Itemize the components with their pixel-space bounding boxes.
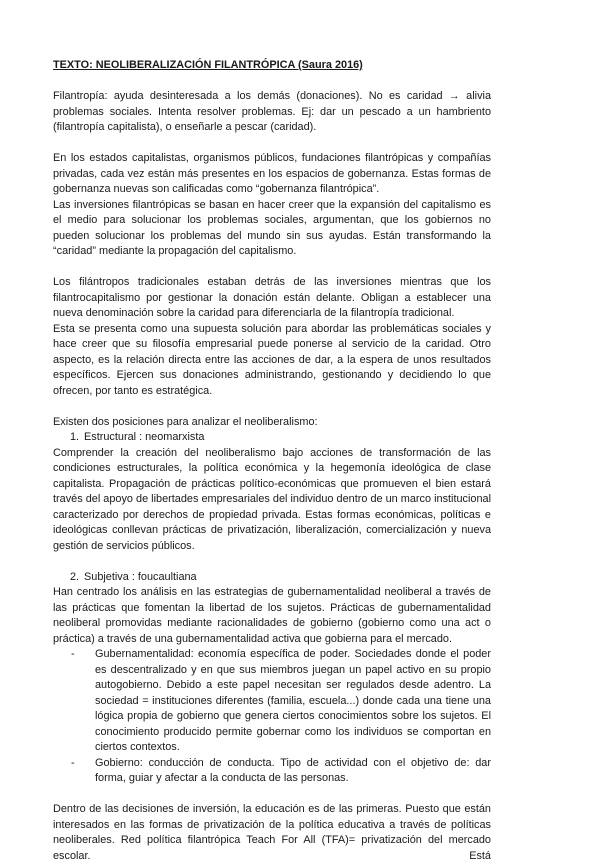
paragraph-posiciones: Existen dos posiciones para analizar el neoliberalismo: bbox=[53, 415, 318, 428]
list-item-subjetiva bbox=[53, 570, 491, 586]
list-item-label: Subjetiva : foucaultiana bbox=[84, 570, 197, 583]
paragraph-filantropos: Los filántropos tradicionales estaban detrás de las inversiones mientras que los filantrocapitalismo por gestionar la donación están delante. Obligan a establecer una nueva denominación sobre la caridad para diferenciarla de la filantropía tradicional. bbox=[53, 276, 491, 319]
bullet-text: Gobierno: conducción de conducta. Tipo de actividad con el objetivo de: dar forma, guiar y afectar a la conducta de las personas. bbox=[95, 756, 491, 784]
bullet-gubernamentalidad bbox=[53, 647, 491, 756]
list-number: 2. bbox=[70, 570, 80, 583]
paragraph-educacion: Dentro de las decisiones de inversión, la educación es de las primeras. Puesto que están interesados en las formas de privatización de la política educativa a través de políticas neoliberales. Red política filantrópica Teach For All (TFA)= privatización del mercado escolar. Está bbox=[53, 803, 491, 862]
paragraph-filantropia: Filantropía: ayuda desinteresada a los demás (donaciones). No es caridad → alivia problemas sociales. Intenta resolver problemas. Ej: dar un pescado a un hambriento (filantropía capitalista), o enseñarle a pescar (caridad). bbox=[53, 90, 491, 133]
paragraph-solucion: Esta se presenta como una supuesta solución para abordar las problemáticas sociales y hace creer que su filosofía empresarial puede ponerse al servicio de la caridad. Otro aspecto, es la relación directa entre las acciones de dar, a la espera de unos resultados específicos. Ejercen sus donaciones administrando, gestionando y decidiendo lo que ofrecen, por tanto es estratégica. bbox=[53, 322, 491, 397]
paragraph-subjetiva: Han centrado los análisis en las estrategias de gubernamentalidad neoliberal a través de las prácticas que fomentan la libertad de los sujetos. Prácticas de gubernamentalidad neoliberal promovidas mediante racionalidades de gobierno (gobierno como una act o práctica) a través de una gubernamentalidad activa que gobierna para el mercado. bbox=[53, 586, 491, 645]
paragraph-estados-capitalistas: En los estados capitalistas, organismos públicos, fundaciones filantrópicas y compañías privadas, cada vez están más presentes en los espacios de gobernanza. Estas formas de gobernanza nuevas son calificadas como “gobernanza filantrópica”. bbox=[53, 152, 491, 195]
list-item-estructural bbox=[53, 430, 491, 446]
paragraph-estructural: Comprender la creación del neoliberalismo bajo acciones de transformación de las condiciones estructurales, la política económica y la hegemonía ideológica de clase capitalista. Propagación de prácticas político-económicas que promueven el bien estará través del apoyo de libertades empresariales del individuo dentro de un marco institucional caracterizado por derechos de propiedad privada. Estas formas económicas, políticas e ideológicas conllevan prácticas de privatización, liberalización, comercialización y nueva gestión de servicios públicos. bbox=[53, 446, 491, 552]
bullet-dash: - bbox=[71, 648, 75, 660]
paragraph-inversiones: Las inversiones filantrópicas se basan en hacer creer que la expansión del capitalismo es el medio para solucionar los problemas sociales, argumentan, que los gobiernos no pueden solucionar los problemas del mundo sin sus ayudas. Están transformando la “caridad” mediante la propagación del capitalismo. bbox=[53, 198, 491, 257]
list-number: 1. bbox=[70, 431, 80, 443]
list-item-label: Estructural : neomarxista bbox=[84, 431, 205, 443]
document-page bbox=[53, 58, 491, 864]
bullet-dash: - bbox=[71, 756, 75, 769]
document-title: TEXTO: NEOLIBERALIZACIÓN FILANTRÓPICA (Saura 2016) bbox=[53, 59, 363, 71]
bullet-text: Gubernamentalidad: economía específica de poder. Sociedades donde el poder es descentralizado y en que sus miembros juegan un papel activo en su propio autogobierno. Debido a este papel necesitan ser regulados desde adentro. La sociedad = instituciones diferentes (familia, escuela...) donde cada una tiene una lógica propia de gobierno que genera ciertos conocimientos sobre los sujetos. El conocimiento producido permite gobernar como los individuos se comportan en ciertos contextos. bbox=[95, 648, 491, 753]
bullet-gobierno bbox=[53, 756, 491, 787]
